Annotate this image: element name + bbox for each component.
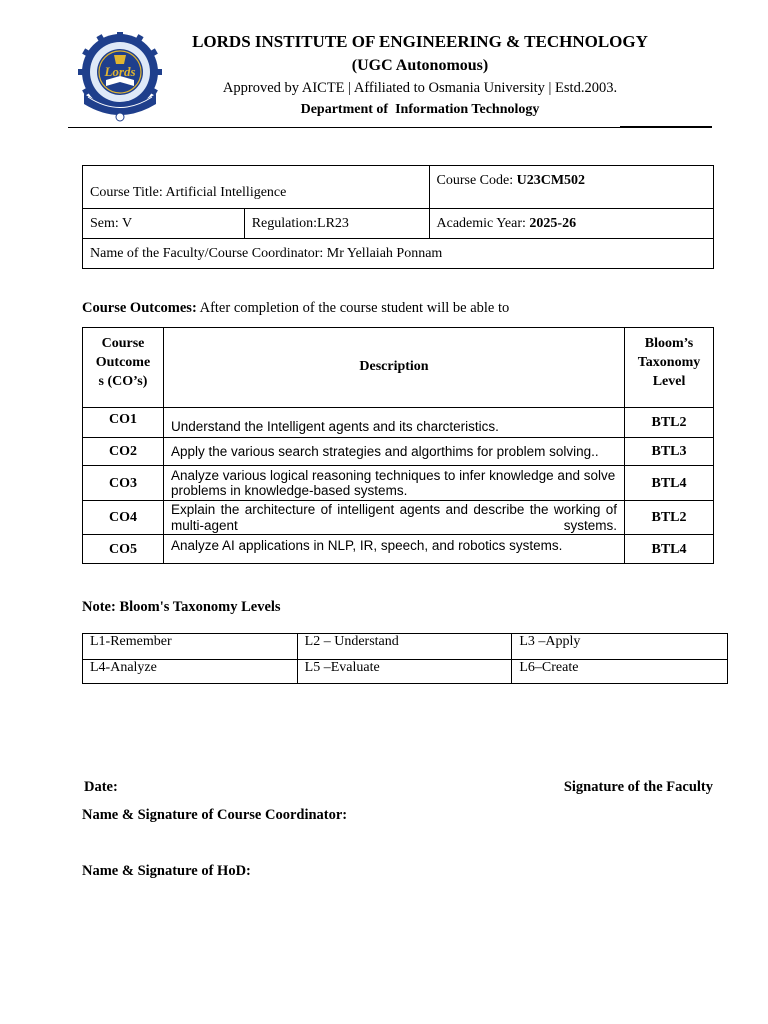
bloom-level-cell: L1-Remember <box>83 634 298 660</box>
department-line <box>160 102 680 118</box>
sem-cell <box>83 209 245 239</box>
co-description: Analyze AI applications in NLP, IR, speech, and robotics systems. <box>163 535 624 564</box>
table-row <box>83 634 728 660</box>
co-column-header <box>83 328 164 408</box>
bloom-header-line2: Taxonomy <box>637 355 701 370</box>
faculty-value: Mr Yellaiah Ponnam <box>326 246 443 261</box>
co-id: CO5 <box>83 535 164 564</box>
co-description: Understand the Intelligent agents and its charcteristics. <box>163 408 624 438</box>
bloom-level-cell: L5 –Evaluate <box>297 660 512 684</box>
bloom-header-line1: Bloom’s <box>644 336 694 351</box>
course-info-table <box>82 165 714 269</box>
department-prefix: Department of <box>300 102 389 117</box>
regulation-label: Regulation: <box>251 216 318 231</box>
course-code-value: U23CM502 <box>516 173 586 188</box>
course-title-label: Course Title: <box>90 184 166 200</box>
regulation-cell <box>244 209 429 239</box>
department-name: Information Technology <box>395 102 540 117</box>
blooms-levels-table <box>82 633 728 684</box>
course-code-label: Course Code: <box>436 173 517 188</box>
academic-year-cell <box>429 209 714 239</box>
table-row <box>83 438 714 466</box>
co-level: BTL4 <box>625 535 714 564</box>
bloom-header-line3: Level <box>652 374 686 389</box>
co-header-line3: s (CO’s) <box>98 374 148 389</box>
co-level: BTL2 <box>625 501 714 535</box>
table-row <box>83 408 714 438</box>
institute-logo-icon <box>78 32 162 124</box>
table-row <box>83 535 714 564</box>
co-description: Apply the various search strategies and algorthims for problem solving.. <box>163 438 624 466</box>
faculty-signature-label: Signature of the Faculty <box>563 779 713 795</box>
institute-status: (UGC Autonomous) <box>351 57 489 74</box>
header-divider-accent <box>620 126 712 127</box>
bloom-level-cell: L6–Create <box>512 660 728 684</box>
co-description: Analyze various logical reasoning techniques to infer knowledge and solve problems in knowledge-based systems. <box>163 466 624 501</box>
co-id: CO3 <box>83 466 164 501</box>
header-divider <box>68 127 712 128</box>
table-row <box>83 501 714 535</box>
bloom-level-cell: L3 –Apply <box>512 634 728 660</box>
course-outcomes-table <box>82 327 714 564</box>
course-outcomes-intro: After completion of the course student will be able to <box>196 300 510 316</box>
description-column-header: Description <box>163 328 624 408</box>
course-outcomes-heading <box>82 300 509 317</box>
co-level: BTL2 <box>625 408 714 438</box>
regulation-value: LR23 <box>317 216 349 231</box>
co-level: BTL3 <box>625 438 714 466</box>
course-title-value: Artificial Intelligence <box>165 184 287 200</box>
date-label: Date: <box>84 779 118 795</box>
table-row <box>83 466 714 501</box>
bloom-level-cell: L2 – Understand <box>297 634 512 660</box>
co-header-line1: Course <box>101 336 145 351</box>
logo-center-text: Lords <box>104 64 136 79</box>
co-id: CO2 <box>83 438 164 466</box>
course-code-cell <box>429 166 714 209</box>
institute-logo <box>78 32 162 124</box>
co-header-line2: Outcome <box>95 355 151 370</box>
co-level: BTL4 <box>625 466 714 501</box>
approval-line: Approved by AICTE | Affiliated to Osmania University | Estd.2003. <box>222 80 618 96</box>
table-row <box>83 660 728 684</box>
course-outcomes-label: Course Outcomes: <box>82 300 197 316</box>
bloom-level-cell: L4-Analyze <box>83 660 298 684</box>
coordinator-signature-label: Name & Signature of Course Coordinator: <box>82 807 348 823</box>
course-title-cell <box>83 166 430 209</box>
faculty-label: Name of the Faculty/Course Coordinator: <box>90 246 327 261</box>
co-id: CO4 <box>83 501 164 535</box>
sem-label: Sem: <box>90 216 123 231</box>
hod-signature-label: Name & Signature of HoD: <box>82 863 251 879</box>
academic-year-label: Academic Year: <box>436 216 530 231</box>
faculty-cell <box>83 239 714 269</box>
co-description: Explain the architecture of intelligent agents and describe the working of multi-agent systems. <box>163 501 624 535</box>
bloom-column-header <box>625 328 714 408</box>
blooms-note-heading: Note: Bloom's Taxonomy Levels <box>82 599 281 615</box>
institute-name: LORDS INSTITUTE OF ENGINEERING & TECHNOLOGY <box>192 32 648 51</box>
sem-value: V <box>122 216 133 231</box>
co-id: CO1 <box>83 408 164 438</box>
academic-year-value: 2025-26 <box>529 216 577 231</box>
